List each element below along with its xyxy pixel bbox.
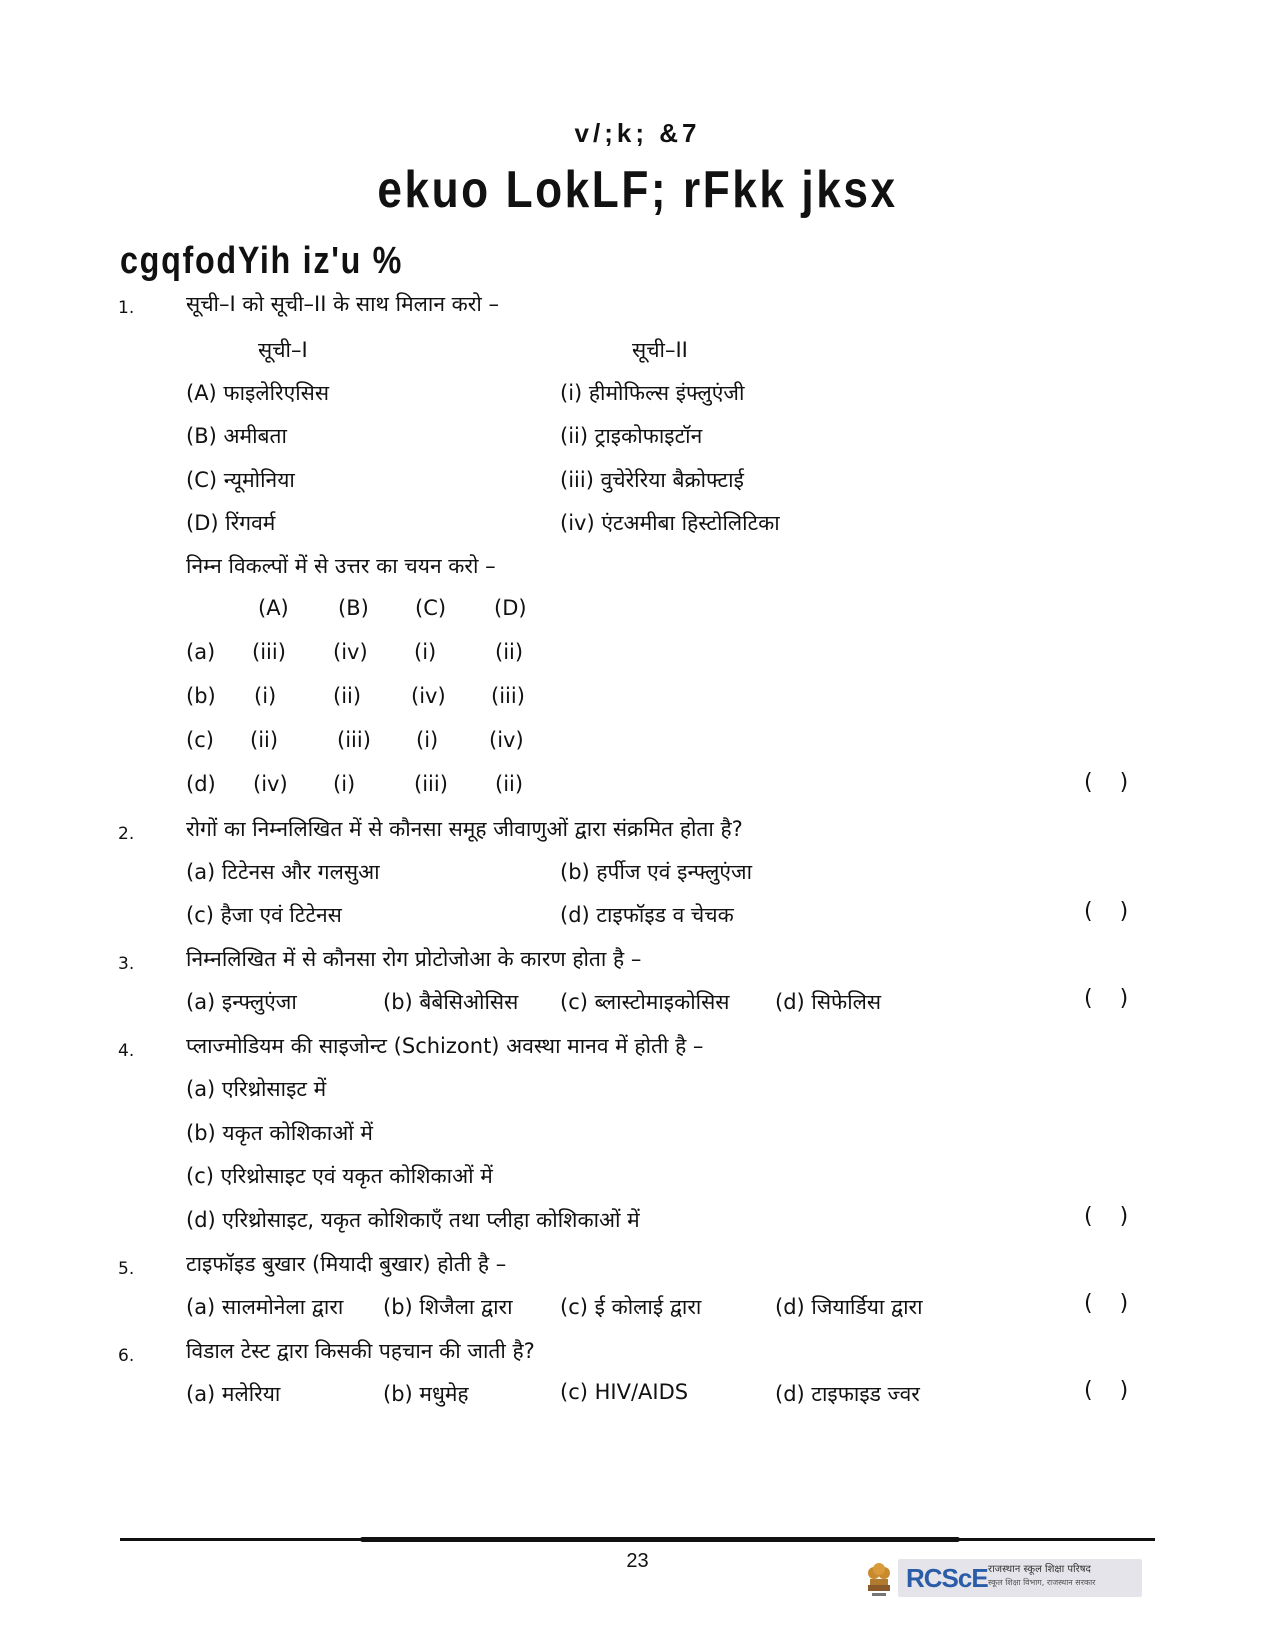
footer-rule-accent: [360, 1537, 960, 1542]
question-number: 3.: [118, 954, 135, 974]
option: (c) एरिथ्रोसाइट एवं यकृत कोशिकाओं में: [186, 1164, 493, 1188]
list-2-item: (iii) वुचेरेरिया बैक्रोफ्टाई: [560, 468, 744, 492]
option: (d) एरिथ्रोसाइट, यकृत कोशिकाएँ तथा प्लीहा कोशिकाओं में: [186, 1208, 640, 1232]
question-text: टाइफॉइड बुखार (मियादी बुखार) होती है –: [186, 1252, 507, 1276]
option: (a) एरिथ्रोसाइट में: [186, 1077, 327, 1101]
chapter-title: ekuo LokLF; rFkk jksx: [377, 161, 898, 219]
option-label: (d): [186, 772, 216, 796]
grid-header-cell: (B): [338, 596, 369, 620]
grid-cell: (iii): [414, 772, 448, 796]
answer-box[interactable]: ( ): [1084, 899, 1139, 924]
grid-cell: (ii): [250, 728, 279, 752]
option: (b) मधुमेह: [383, 1382, 469, 1406]
list-1-heading: सूची–I: [258, 338, 308, 362]
question-number: 5.: [118, 1259, 135, 1279]
answer-box[interactable]: ( ): [1084, 770, 1139, 795]
list-2-heading: सूची–II: [632, 338, 688, 362]
option: (c) HIV/AIDS: [560, 1380, 689, 1404]
option-label: (c): [186, 728, 214, 752]
list-1-item: (A) फाइलेरिएसिस: [186, 381, 330, 405]
option: (d) जियार्डिया द्वारा: [775, 1295, 923, 1319]
grid-cell: (iii): [337, 728, 371, 752]
grid-cell: (i): [254, 684, 277, 708]
option: (c) ई कोलाई द्वारा: [560, 1295, 702, 1319]
option: (b) यकृत कोशिकाओं में: [186, 1121, 373, 1145]
rcsce-logo: [862, 1555, 1142, 1601]
grid-cell: (i): [333, 772, 356, 796]
grid-cell: (ii): [495, 640, 524, 664]
page-number: 23: [626, 1550, 649, 1572]
option: (b) हर्पीज एवं इन्फ्लुएंजा: [560, 860, 753, 884]
answer-box[interactable]: ( ): [1084, 1204, 1139, 1229]
question-text: रोगों का निम्नलिखित में से कौनसा समूह जीवाणुओं द्वारा संक्रमित होता है?: [186, 817, 743, 841]
grid-cell: (iv): [411, 684, 446, 708]
chapter-number: v/;k; &7: [574, 118, 701, 148]
option: (a) टिटेनस और गलसुआ: [186, 860, 380, 884]
list-1-item: (D) रिंगवर्म: [186, 511, 276, 535]
grid-header-cell: (D): [494, 596, 527, 620]
option: (c) हैजा एवं टिटेनस: [186, 903, 342, 927]
list-1-item: (C) न्यूमोनिया: [186, 468, 295, 492]
grid-header-cell: (A): [258, 596, 289, 620]
answer-box[interactable]: ( ): [1084, 986, 1139, 1011]
option: (d) टाइफॉइड व चेचक: [560, 903, 734, 927]
question-number: 4.: [118, 1041, 135, 1061]
list-2-item: (ii) ट्राइकोफाइटॉन: [560, 424, 703, 448]
state-emblem-icon: [864, 1555, 894, 1599]
grid-header-cell: (C): [415, 596, 447, 620]
logo-dept-name: स्कूल शिक्षा विभाग, राजस्थान सरकार: [988, 1578, 1096, 1587]
option: (b) शिजैला द्वारा: [383, 1295, 513, 1319]
question-text: प्लाज्मोडियम की साइजोन्ट (Schizont) अवस्था मानव में होती है –: [186, 1034, 704, 1058]
grid-cell: (iv): [253, 772, 288, 796]
question-text: सूची–I को सूची–II के साथ मिलान करो –: [186, 292, 499, 316]
list-2-item: (i) हीमोफिल्स इंफ्लुएंजी: [560, 381, 745, 405]
list-2-item: (iv) एंटअमीबा हिस्टोलिटिका: [560, 511, 780, 535]
option: (d) टाइफाइड ज्वर: [775, 1382, 920, 1406]
option: (a) सालमोनेला द्वारा: [186, 1295, 344, 1319]
option: (a) इन्फ्लुएंजा: [186, 990, 297, 1014]
grid-cell: (ii): [495, 772, 524, 796]
section-heading: cgqfodYih iz'u %: [120, 240, 404, 282]
grid-cell: (iv): [489, 728, 524, 752]
grid-cell: (ii): [333, 684, 362, 708]
question-number: 2.: [118, 824, 135, 844]
question-number: 1.: [118, 298, 135, 318]
answer-box[interactable]: ( ): [1084, 1378, 1139, 1403]
logo-org-name: राजस्थान स्कूल शिक्षा परिषद: [988, 1564, 1091, 1575]
question-text: विडाल टेस्ट द्वारा किसकी पहचान की जाती है?: [186, 1339, 535, 1363]
grid-cell: (iii): [252, 640, 286, 664]
grid-cell: (i): [416, 728, 439, 752]
instruction-text: निम्न विकल्पों में से उत्तर का चयन करो –: [186, 554, 496, 578]
grid-cell: (i): [414, 640, 437, 664]
logo-wordmark: RCScE: [906, 1563, 988, 1593]
grid-cell: (iii): [491, 684, 525, 708]
option: (b) बैबेसिओसिस: [383, 990, 519, 1014]
option: (c) ब्लास्टोमाइकोसिस: [560, 990, 730, 1014]
option-label: (a): [186, 640, 216, 664]
list-1-item: (B) अमीबता: [186, 424, 287, 448]
question-text: निम्नलिखित में से कौनसा रोग प्रोटोजोआ के कारण होता है –: [186, 947, 642, 971]
answer-box[interactable]: ( ): [1084, 1291, 1139, 1316]
grid-cell: (iv): [333, 640, 368, 664]
option: (d) सिफेलिस: [775, 990, 882, 1014]
option-label: (b): [186, 684, 216, 708]
question-number: 6.: [118, 1346, 135, 1366]
option: (a) मलेरिया: [186, 1382, 281, 1406]
